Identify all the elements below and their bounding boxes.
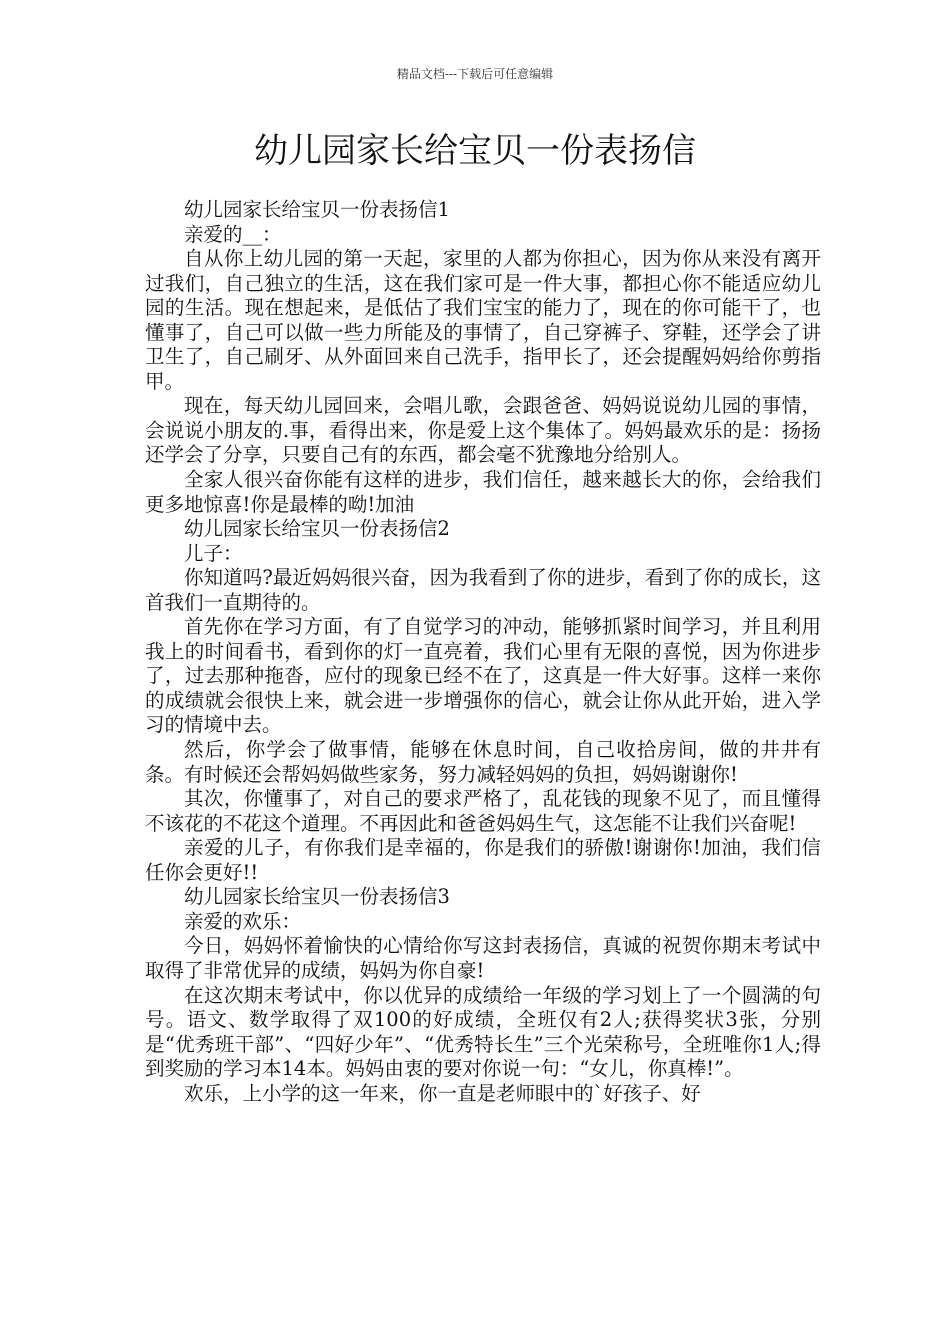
paragraph: 现在，每天幼儿园回来，会唱儿歌，会跟爸爸、妈妈说说幼儿园的事情，会说说小朋友的.事，看得出来，你是爱上这个集体了。妈妈最欢乐的是：扬扬还学会了分享，只要自己有的东西，都会毫不犹豫地分给别人。	[145, 394, 821, 467]
paragraph: 今日，妈妈怀着愉快的心情给你写这封表扬信，真诚的祝贺你期末考试中取得了非常优异的成绩，妈妈为你自豪!	[145, 934, 821, 982]
document-body	[145, 198, 821, 1106]
document-title: 幼儿园家长给宝贝一份表扬信	[254, 131, 696, 171]
section-heading-3: 幼儿园家长给宝贝一份表扬信3	[184, 885, 450, 909]
salutation-2: 儿子：	[184, 541, 243, 565]
paragraph: 在这次期末考试中，你以优异的成绩给一年级的学习划上了一个圆满的句号。语文、数学取得了双100的好成绩，全班仅有2人;获得奖状3张，分别是“优秀班干部”、“四好少年”、“优秀特长生”三个光荣称号，全班唯你1人;得到奖励的学习本14本。妈妈由衷的要对你说一句：“女儿，你真棒!”。	[145, 983, 821, 1081]
paragraph: 然后，你学会了做事情，能够在休息时间，自己收拾房间，做的井井有条。有时候还会帮妈妈做些家务，努力减轻妈妈的负担，妈妈谢谢你!	[145, 738, 821, 786]
salutation-3: 亲爱的欢乐：	[184, 909, 302, 933]
salutation-1: 亲爱的__：	[184, 222, 282, 246]
paragraph: 亲爱的儿子，有你我们是幸福的，你是我们的骄傲!谢谢你!加油，我们信任你会更好!!	[145, 836, 821, 884]
paragraph: 全家人很兴奋你能有这样的进步，我们信任，越来越长大的你，会给我们更多地惊喜!你是最棒的呦!加油	[145, 468, 821, 516]
paragraph: 欢乐，上小学的这一年来，你一直是老师眼中的`好孩子、好	[184, 1081, 701, 1105]
paragraph: 自从你上幼儿园的第一天起，家里的人都为你担心，因为你从来没有离开过我们，自己独立的生活，这在我们家可是一件大事，都担心你不能适应幼儿园的生活。现在想起来，是低估了我们宝宝的能力了，现在的你可能干了，也懂事了，自己可以做一些力所能及的事情了，自己穿裤子、穿鞋，还学会了讲卫生了，自己刷牙、从外面回来自己洗手，指甲长了，还会提醒妈妈给你剪指甲。	[145, 247, 821, 393]
header-note: 精品文档---下载后可任意编辑	[396, 67, 554, 81]
paragraph: 其次，你懂事了，对自己的要求严格了，乱花钱的现象不见了，而且懂得不该花的不花这个道理。不再因此和爸爸妈妈生气，这怎能不让我们兴奋呢!	[145, 787, 821, 835]
section-heading-1: 幼儿园家长给宝贝一份表扬信1	[184, 198, 450, 221]
paragraph: 首先你在学习方面，有了自觉学习的冲动，能够抓紧时间学习，并且利用我上的时间看书，看到你的灯一直亮着，我们心里有无限的喜悦，因为你进步了，过去那种拖沓，应付的现象已经不在了，这真是一件大好事。这样一来你的成绩就会很快上来，就会进一步增强你的信心，就会让你从此开始，进入学习的情境中去。	[145, 615, 821, 737]
section-heading-2: 幼儿园家长给宝贝一份表扬信2	[184, 517, 450, 541]
paragraph: 你知道吗?最近妈妈很兴奋，因为我看到了你的进步，看到了你的成长，这首我们一直期待的。	[145, 566, 821, 614]
